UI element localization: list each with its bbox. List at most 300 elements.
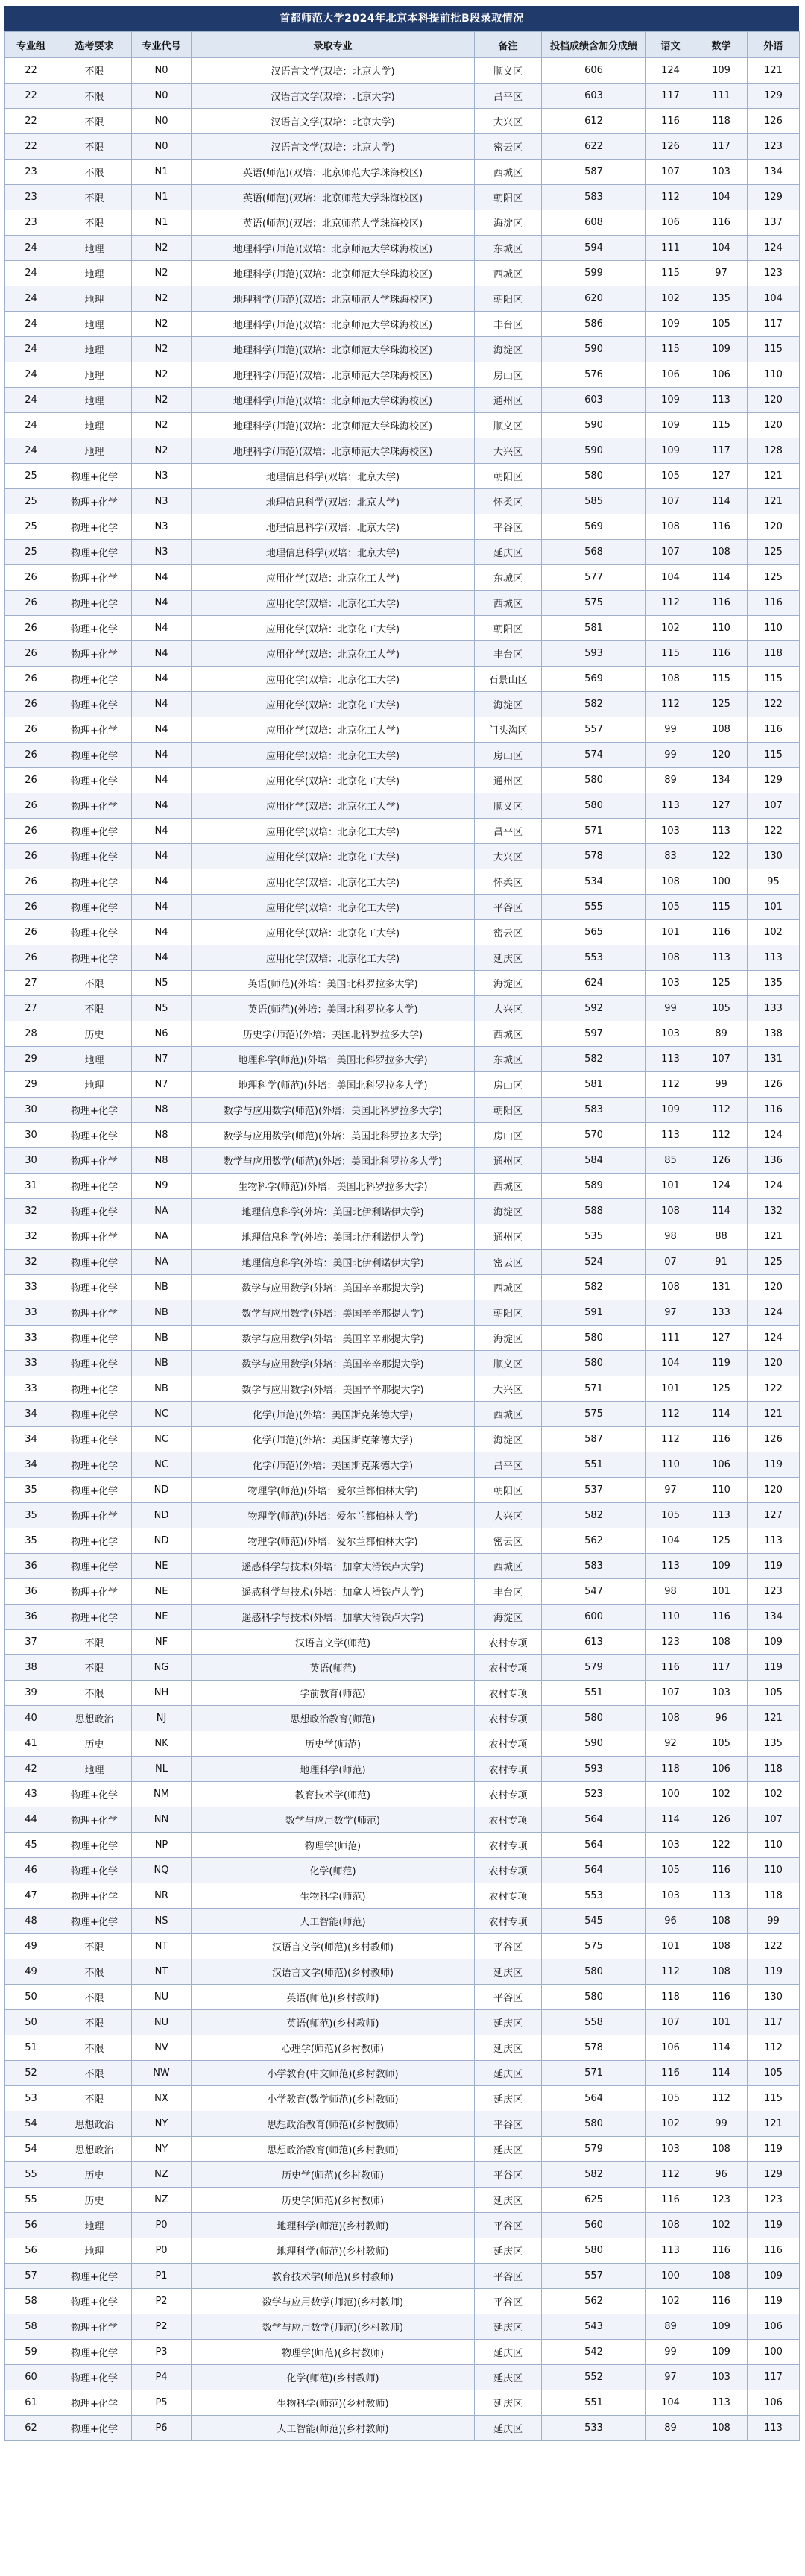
table-row xyxy=(5,489,800,514)
cell-subject-requirement: 物理+化学 xyxy=(57,591,132,616)
cell-major-name: 地理科学(师范) xyxy=(192,1757,475,1782)
cell-foreign-language-score: 102 xyxy=(748,920,800,945)
cell-total-score: 583 xyxy=(542,185,646,210)
cell-major-name: 应用化学(双培：北京化工大学) xyxy=(192,565,475,591)
table-row xyxy=(5,2340,800,2365)
cell-chinese-score: 115 xyxy=(646,641,695,667)
cell-math-score: 105 xyxy=(695,1731,748,1757)
cell-foreign-language-score: 119 xyxy=(748,1655,800,1681)
cell-remark: 延庆区 xyxy=(475,2340,542,2365)
cell-total-score: 564 xyxy=(542,1807,646,1833)
cell-major-code: N1 xyxy=(132,185,192,210)
cell-major-group: 56 xyxy=(5,2213,57,2238)
cell-major-code: NU xyxy=(132,2010,192,2035)
cell-subject-requirement: 物理+化学 xyxy=(57,1579,132,1605)
cell-major-group: 35 xyxy=(5,1528,57,1554)
cell-math-score: 108 xyxy=(695,1934,748,1959)
cell-subject-requirement: 地理 xyxy=(57,1047,132,1072)
cell-major-name: 小学教育(数学师范)(乡村教师) xyxy=(192,2086,475,2111)
cell-total-score: 613 xyxy=(542,1630,646,1655)
cell-major-name: 汉语言文学(双培：北京大学) xyxy=(192,134,475,160)
cell-chinese-score: 106 xyxy=(646,210,695,236)
cell-subject-requirement: 地理 xyxy=(57,1072,132,1098)
cell-chinese-score: 109 xyxy=(646,1098,695,1123)
cell-chinese-score: 105 xyxy=(646,1503,695,1528)
cell-total-score: 590 xyxy=(542,438,646,464)
table-row xyxy=(5,312,800,337)
cell-major-code: P2 xyxy=(132,2314,192,2340)
cell-subject-requirement: 物理+化学 xyxy=(57,793,132,819)
cell-remark: 怀柔区 xyxy=(475,869,542,895)
cell-major-name: 应用化学(双培：北京化工大学) xyxy=(192,844,475,869)
cell-major-name: 化学(师范)(乡村教师) xyxy=(192,2365,475,2390)
cell-major-name: 英语(师范)(双培：北京师范大学珠海校区) xyxy=(192,185,475,210)
cell-remark: 西城区 xyxy=(475,1275,542,1300)
cell-major-code: NK xyxy=(132,1731,192,1757)
cell-major-group: 32 xyxy=(5,1224,57,1250)
cell-major-code: ND xyxy=(132,1503,192,1528)
cell-remark: 通州区 xyxy=(475,768,542,793)
table-row xyxy=(5,819,800,844)
cell-foreign-language-score: 123 xyxy=(748,134,800,160)
cell-major-code: NY xyxy=(132,2111,192,2137)
cell-major-group: 22 xyxy=(5,109,57,134)
cell-total-score: 552 xyxy=(542,2365,646,2390)
cell-total-score: 553 xyxy=(542,945,646,971)
cell-major-group: 22 xyxy=(5,84,57,109)
cell-chinese-score: 124 xyxy=(646,58,695,84)
cell-major-group: 23 xyxy=(5,185,57,210)
cell-subject-requirement: 物理+化学 xyxy=(57,1478,132,1503)
cell-remark: 朝阳区 xyxy=(475,1478,542,1503)
cell-major-group: 34 xyxy=(5,1402,57,1427)
cell-foreign-language-score: 116 xyxy=(748,717,800,743)
cell-remark: 平谷区 xyxy=(475,2111,542,2137)
cell-math-score: 126 xyxy=(695,1807,748,1833)
cell-remark: 农村专项 xyxy=(475,1757,542,1782)
cell-total-score: 564 xyxy=(542,1833,646,1858)
cell-remark: 农村专项 xyxy=(475,1833,542,1858)
cell-total-score: 587 xyxy=(542,160,646,185)
cell-major-name: 化学(师范)(外培：美国斯克莱德大学) xyxy=(192,1452,475,1478)
cell-math-score: 124 xyxy=(695,1174,748,1199)
cell-foreign-language-score: 124 xyxy=(748,1300,800,1326)
cell-major-group: 23 xyxy=(5,210,57,236)
cell-remark: 通州区 xyxy=(475,388,542,413)
cell-major-name: 思想政治教育(师范) xyxy=(192,1706,475,1731)
table-row xyxy=(5,1757,800,1782)
cell-subject-requirement: 地理 xyxy=(57,2238,132,2264)
cell-total-score: 580 xyxy=(542,2111,646,2137)
cell-math-score: 116 xyxy=(695,641,748,667)
cell-subject-requirement: 物理+化学 xyxy=(57,945,132,971)
cell-major-code: P2 xyxy=(132,2289,192,2314)
cell-math-score: 108 xyxy=(695,717,748,743)
cell-math-score: 113 xyxy=(695,2390,748,2416)
cell-total-score: 562 xyxy=(542,2289,646,2314)
cell-subject-requirement: 不限 xyxy=(57,210,132,236)
cell-total-score: 590 xyxy=(542,413,646,438)
cell-major-group: 22 xyxy=(5,58,57,84)
cell-major-group: 43 xyxy=(5,1782,57,1807)
table-row xyxy=(5,134,800,160)
table-row xyxy=(5,844,800,869)
cell-remark: 朝阳区 xyxy=(475,286,542,312)
cell-major-name: 化学(师范)(外培：美国斯克莱德大学) xyxy=(192,1427,475,1452)
cell-major-name: 思想政治教育(师范)(乡村教师) xyxy=(192,2137,475,2162)
cell-math-score: 102 xyxy=(695,2213,748,2238)
cell-major-code: N4 xyxy=(132,869,192,895)
table-row xyxy=(5,84,800,109)
cell-math-score: 114 xyxy=(695,2035,748,2061)
cell-major-code: N8 xyxy=(132,1148,192,1174)
cell-remark: 海淀区 xyxy=(475,692,542,717)
cell-major-group: 30 xyxy=(5,1148,57,1174)
table-row xyxy=(5,1174,800,1199)
cell-major-name: 人工智能(师范) xyxy=(192,1909,475,1934)
cell-chinese-score: 112 xyxy=(646,692,695,717)
cell-major-code: NX xyxy=(132,2086,192,2111)
cell-major-name: 汉语言文学(师范) xyxy=(192,1630,475,1655)
cell-major-code: P6 xyxy=(132,2416,192,2441)
cell-major-group: 26 xyxy=(5,667,57,692)
cell-remark: 通州区 xyxy=(475,1148,542,1174)
cell-major-group: 26 xyxy=(5,844,57,869)
cell-chinese-score: 112 xyxy=(646,1402,695,1427)
cell-subject-requirement: 不限 xyxy=(57,1681,132,1706)
cell-major-name: 历史学(师范)(乡村教师) xyxy=(192,2162,475,2188)
cell-major-name: 地理信息科学(外培：美国北伊利诺伊大学) xyxy=(192,1250,475,1275)
cell-major-name: 地理科学(师范)(双培：北京师范大学珠海校区) xyxy=(192,286,475,312)
cell-chinese-score: 104 xyxy=(646,1351,695,1376)
cell-total-score: 589 xyxy=(542,1174,646,1199)
cell-major-name: 应用化学(双培：北京化工大学) xyxy=(192,920,475,945)
cell-major-code: N2 xyxy=(132,362,192,388)
cell-foreign-language-score: 107 xyxy=(748,793,800,819)
cell-major-group: 38 xyxy=(5,1655,57,1681)
cell-math-score: 123 xyxy=(695,2188,748,2213)
cell-math-score: 106 xyxy=(695,1757,748,1782)
cell-math-score: 114 xyxy=(695,489,748,514)
cell-math-score: 101 xyxy=(695,1579,748,1605)
cell-subject-requirement: 物理+化学 xyxy=(57,1909,132,1934)
cell-major-name: 遥感科学与技术(外培：加拿大滑铁卢大学) xyxy=(192,1579,475,1605)
cell-remark: 密云区 xyxy=(475,134,542,160)
cell-chinese-score: 112 xyxy=(646,2162,695,2188)
cell-remark: 朝阳区 xyxy=(475,1098,542,1123)
cell-total-score: 620 xyxy=(542,286,646,312)
cell-major-name: 历史学(师范)(乡村教师) xyxy=(192,2188,475,2213)
cell-total-score: 582 xyxy=(542,1275,646,1300)
cell-chinese-score: 116 xyxy=(646,1655,695,1681)
cell-math-score: 96 xyxy=(695,2162,748,2188)
cell-chinese-score: 105 xyxy=(646,895,695,920)
cell-chinese-score: 99 xyxy=(646,996,695,1021)
cell-major-group: 42 xyxy=(5,1757,57,1782)
cell-major-name: 汉语言文学(师范)(乡村教师) xyxy=(192,1934,475,1959)
cell-foreign-language-score: 118 xyxy=(748,1757,800,1782)
table-row xyxy=(5,1275,800,1300)
cell-total-score: 580 xyxy=(542,1985,646,2010)
cell-foreign-language-score: 117 xyxy=(748,312,800,337)
cell-major-name: 地理信息科学(双培：北京大学) xyxy=(192,464,475,489)
cell-remark: 昌平区 xyxy=(475,1452,542,1478)
table-row xyxy=(5,2061,800,2086)
cell-major-name: 地理科学(师范)(外培：美国北科罗拉多大学) xyxy=(192,1072,475,1098)
cell-major-group: 30 xyxy=(5,1098,57,1123)
cell-major-group: 44 xyxy=(5,1807,57,1833)
cell-remark: 农村专项 xyxy=(475,1630,542,1655)
cell-subject-requirement: 物理+化学 xyxy=(57,641,132,667)
cell-total-score: 580 xyxy=(542,464,646,489)
cell-foreign-language-score: 129 xyxy=(748,84,800,109)
cell-major-code: NB xyxy=(132,1300,192,1326)
cell-major-name: 汉语言文学(双培：北京大学) xyxy=(192,109,475,134)
cell-total-score: 564 xyxy=(542,2086,646,2111)
cell-subject-requirement: 历史 xyxy=(57,1021,132,1047)
cell-total-score: 547 xyxy=(542,1579,646,1605)
cell-chinese-score: 108 xyxy=(646,2213,695,2238)
cell-subject-requirement: 地理 xyxy=(57,261,132,286)
table-row xyxy=(5,768,800,793)
cell-major-group: 56 xyxy=(5,2238,57,2264)
cell-subject-requirement: 物理+化学 xyxy=(57,1250,132,1275)
cell-total-score: 564 xyxy=(542,1858,646,1883)
table-row xyxy=(5,1655,800,1681)
cell-remark: 延庆区 xyxy=(475,2238,542,2264)
cell-subject-requirement: 物理+化学 xyxy=(57,2289,132,2314)
cell-major-name: 数学与应用数学(师范)(外培：美国北科罗拉多大学) xyxy=(192,1148,475,1174)
cell-math-score: 117 xyxy=(695,134,748,160)
cell-math-score: 116 xyxy=(695,1427,748,1452)
cell-major-name: 地理科学(师范)(双培：北京师范大学珠海校区) xyxy=(192,236,475,261)
cell-chinese-score: 102 xyxy=(646,286,695,312)
cell-subject-requirement: 物理+化学 xyxy=(57,869,132,895)
cell-major-code: NB xyxy=(132,1275,192,1300)
sheet-title: 首都师范大学2024年北京本科提前批B段录取情况 xyxy=(4,6,799,31)
cell-major-code: N0 xyxy=(132,109,192,134)
cell-total-score: 562 xyxy=(542,1528,646,1554)
cell-subject-requirement: 物理+化学 xyxy=(57,1174,132,1199)
cell-subject-requirement: 物理+化学 xyxy=(57,565,132,591)
cell-subject-requirement: 物理+化学 xyxy=(57,2365,132,2390)
cell-chinese-score: 103 xyxy=(646,1021,695,1047)
cell-subject-requirement: 物理+化学 xyxy=(57,819,132,844)
cell-remark: 平谷区 xyxy=(475,2264,542,2289)
cell-subject-requirement: 物理+化学 xyxy=(57,1402,132,1427)
cell-major-code: N4 xyxy=(132,844,192,869)
cell-total-score: 580 xyxy=(542,1326,646,1351)
cell-total-score: 594 xyxy=(542,236,646,261)
cell-subject-requirement: 历史 xyxy=(57,2188,132,2213)
cell-foreign-language-score: 105 xyxy=(748,2061,800,2086)
cell-chinese-score: 116 xyxy=(646,109,695,134)
cell-chinese-score: 89 xyxy=(646,768,695,793)
cell-major-group: 24 xyxy=(5,236,57,261)
table-row xyxy=(5,616,800,641)
cell-remark: 丰台区 xyxy=(475,641,542,667)
cell-major-group: 25 xyxy=(5,540,57,565)
cell-major-code: N4 xyxy=(132,616,192,641)
table-row xyxy=(5,2137,800,2162)
cell-subject-requirement: 物理+化学 xyxy=(57,1605,132,1630)
cell-subject-requirement: 物理+化学 xyxy=(57,464,132,489)
cell-subject-requirement: 不限 xyxy=(57,1985,132,2010)
cell-major-group: 26 xyxy=(5,743,57,768)
cell-major-code: N6 xyxy=(132,1021,192,1047)
cell-remark: 密云区 xyxy=(475,1250,542,1275)
cell-remark: 西城区 xyxy=(475,1174,542,1199)
cell-total-score: 569 xyxy=(542,514,646,540)
cell-major-code: ND xyxy=(132,1478,192,1503)
cell-major-code: N2 xyxy=(132,286,192,312)
cell-major-group: 31 xyxy=(5,1174,57,1199)
cell-chinese-score: 115 xyxy=(646,261,695,286)
cell-chinese-score: 113 xyxy=(646,1123,695,1148)
cell-total-score: 534 xyxy=(542,869,646,895)
cell-chinese-score: 83 xyxy=(646,844,695,869)
cell-foreign-language-score: 135 xyxy=(748,971,800,996)
cell-subject-requirement: 物理+化学 xyxy=(57,2264,132,2289)
table-row xyxy=(5,1224,800,1250)
cell-major-code: NE xyxy=(132,1579,192,1605)
table-row xyxy=(5,1452,800,1478)
cell-subject-requirement: 物理+化学 xyxy=(57,540,132,565)
cell-chinese-score: 107 xyxy=(646,160,695,185)
cell-foreign-language-score: 122 xyxy=(748,819,800,844)
cell-chinese-score: 101 xyxy=(646,1934,695,1959)
cell-math-score: 114 xyxy=(695,565,748,591)
cell-major-name: 英语(师范)(双培：北京师范大学珠海校区) xyxy=(192,160,475,185)
cell-foreign-language-score: 128 xyxy=(748,438,800,464)
cell-major-code: N0 xyxy=(132,84,192,109)
table-row xyxy=(5,236,800,261)
cell-major-group: 26 xyxy=(5,869,57,895)
cell-major-name: 英语(师范)(乡村教师) xyxy=(192,2010,475,2035)
cell-foreign-language-score: 106 xyxy=(748,2314,800,2340)
cell-remark: 门头沟区 xyxy=(475,717,542,743)
table-row xyxy=(5,1934,800,1959)
cell-foreign-language-score: 135 xyxy=(748,1731,800,1757)
cell-major-code: N3 xyxy=(132,540,192,565)
cell-math-score: 103 xyxy=(695,2365,748,2390)
cell-major-code: N2 xyxy=(132,388,192,413)
cell-major-group: 54 xyxy=(5,2111,57,2137)
cell-subject-requirement: 物理+化学 xyxy=(57,1833,132,1858)
cell-major-group: 35 xyxy=(5,1478,57,1503)
cell-math-score: 127 xyxy=(695,1326,748,1351)
cell-subject-requirement: 物理+化学 xyxy=(57,743,132,768)
cell-major-code: N4 xyxy=(132,641,192,667)
cell-foreign-language-score: 121 xyxy=(748,1402,800,1427)
cell-major-group: 26 xyxy=(5,920,57,945)
cell-subject-requirement: 物理+化学 xyxy=(57,895,132,920)
cell-chinese-score: 116 xyxy=(646,2188,695,2213)
table-row xyxy=(5,667,800,692)
cell-remark: 海淀区 xyxy=(475,337,542,362)
cell-major-code: NF xyxy=(132,1630,192,1655)
cell-foreign-language-score: 113 xyxy=(748,2416,800,2441)
cell-foreign-language-score: 134 xyxy=(748,160,800,185)
cell-foreign-language-score: 121 xyxy=(748,58,800,84)
cell-total-score: 597 xyxy=(542,1021,646,1047)
cell-math-score: 114 xyxy=(695,2061,748,2086)
cell-foreign-language-score: 119 xyxy=(748,2137,800,2162)
table-row xyxy=(5,2416,800,2441)
cell-math-score: 109 xyxy=(695,58,748,84)
cell-foreign-language-score: 106 xyxy=(748,2390,800,2416)
cell-total-score: 588 xyxy=(542,1199,646,1224)
cell-foreign-language-score: 119 xyxy=(748,1554,800,1579)
cell-major-code: NW xyxy=(132,2061,192,2086)
cell-major-group: 24 xyxy=(5,413,57,438)
cell-major-name: 小学教育(中文师范)(乡村教师) xyxy=(192,2061,475,2086)
cell-total-score: 558 xyxy=(542,2010,646,2035)
cell-subject-requirement: 不限 xyxy=(57,2061,132,2086)
cell-major-name: 数学与应用数学(师范)(乡村教师) xyxy=(192,2314,475,2340)
cell-chinese-score: 107 xyxy=(646,1681,695,1706)
cell-major-group: 30 xyxy=(5,1123,57,1148)
cell-foreign-language-score: 102 xyxy=(748,1782,800,1807)
cell-subject-requirement: 物理+化学 xyxy=(57,1326,132,1351)
cell-remark: 农村专项 xyxy=(475,1782,542,1807)
cell-foreign-language-score: 125 xyxy=(748,565,800,591)
cell-remark: 农村专项 xyxy=(475,1858,542,1883)
cell-math-score: 114 xyxy=(695,1199,748,1224)
cell-major-group: 34 xyxy=(5,1427,57,1452)
cell-major-code: NV xyxy=(132,2035,192,2061)
cell-foreign-language-score: 122 xyxy=(748,1934,800,1959)
cell-foreign-language-score: 123 xyxy=(748,261,800,286)
cell-chinese-score: 96 xyxy=(646,1909,695,1934)
cell-chinese-score: 99 xyxy=(646,717,695,743)
cell-total-score: 580 xyxy=(542,1351,646,1376)
cell-major-code: NP xyxy=(132,1833,192,1858)
cell-subject-requirement: 地理 xyxy=(57,438,132,464)
cell-subject-requirement: 物理+化学 xyxy=(57,1503,132,1528)
cell-math-score: 109 xyxy=(695,2340,748,2365)
table-row xyxy=(5,413,800,438)
cell-total-score: 583 xyxy=(542,1554,646,1579)
cell-foreign-language-score: 133 xyxy=(748,996,800,1021)
table-row xyxy=(5,1554,800,1579)
cell-major-group: 58 xyxy=(5,2289,57,2314)
cell-major-code: N4 xyxy=(132,717,192,743)
cell-major-name: 应用化学(双培：北京化工大学) xyxy=(192,768,475,793)
cell-remark: 顺义区 xyxy=(475,793,542,819)
table-row xyxy=(5,464,800,489)
cell-foreign-language-score: 134 xyxy=(748,1605,800,1630)
table-row xyxy=(5,1782,800,1807)
cell-total-score: 580 xyxy=(542,1959,646,1985)
cell-major-code: NG xyxy=(132,1655,192,1681)
table-row xyxy=(5,1376,800,1402)
cell-chinese-score: 115 xyxy=(646,337,695,362)
cell-chinese-score: 107 xyxy=(646,2010,695,2035)
cell-foreign-language-score: 126 xyxy=(748,109,800,134)
cell-major-group: 47 xyxy=(5,1883,57,1909)
cell-major-group: 60 xyxy=(5,2365,57,2390)
cell-foreign-language-score: 126 xyxy=(748,1072,800,1098)
cell-subject-requirement: 物理+化学 xyxy=(57,616,132,641)
cell-total-score: 553 xyxy=(542,1883,646,1909)
cell-remark: 丰台区 xyxy=(475,1579,542,1605)
cell-major-group: 26 xyxy=(5,565,57,591)
cell-major-code: NT xyxy=(132,1959,192,1985)
cell-major-group: 59 xyxy=(5,2340,57,2365)
cell-chinese-score: 109 xyxy=(646,388,695,413)
cell-chinese-score: 102 xyxy=(646,2111,695,2137)
